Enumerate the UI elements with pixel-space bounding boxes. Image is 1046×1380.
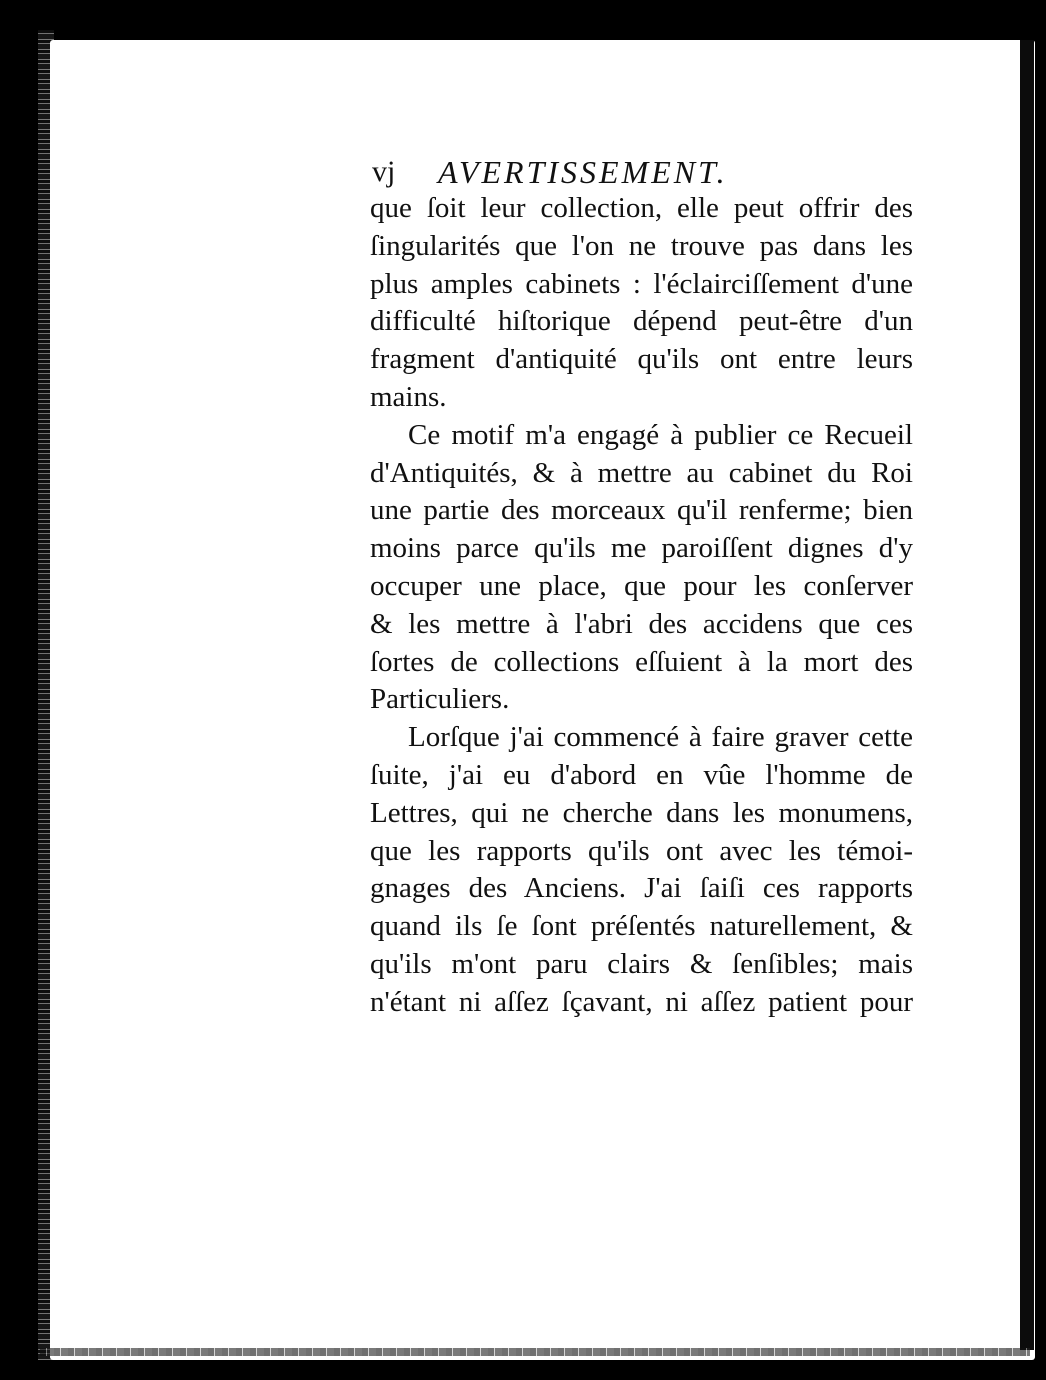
text-line: quand ils ſe ſont préſentés naturellement, & [370,910,913,943]
text-line: plus amples cabinets : l'éclairciſſement d'une [370,267,913,300]
text-line: que les rapports qu'ils ont avec les témoi- [370,834,913,867]
page-edge-bottom [40,1348,1030,1356]
text-line: moins parce qu'ils me paroiſſent dignes d'y [370,532,913,565]
text-line: fragment d'antiquité qu'ils ont entre leurs [370,343,913,376]
paragraph-1 [370,190,913,417]
text-line: d'Antiquités, & à mettre au cabinet du Roi [370,456,913,489]
page-number: vj [372,155,396,188]
text-line: & les mettre à l'abri des accidens que ces [370,607,913,640]
text-line: Lettres, qui ne cherche dans les monumens, [370,796,913,829]
running-head-title: AVERTISSEMENT. [438,154,728,190]
text-line: difficulté hiſtorique dépend peut-être d'un [370,305,913,338]
text-line: qu'ils m'ont paru clairs & ſenſibles; mais [370,947,913,980]
text-line: Particuliers. [370,683,510,716]
text-line: occuper une place, que pour les conſerver [370,569,913,602]
text-line: une partie des morceaux qu'il renferme; bien [370,494,913,527]
text-line: ſortes de collections eſſuient à la mort des [370,645,913,678]
body-text [370,190,913,1022]
paragraph-2 [370,417,913,719]
text-line: mains. [370,380,447,413]
page-edge-right [1020,40,1034,1350]
text-line: ſuite, j'ai eu d'abord en vûe l'homme de [370,758,913,791]
text-line: Lorſque j'ai commencé à faire graver cette [408,721,913,754]
text-line: que ſoit leur collection, elle peut offrir des [370,192,913,224]
text-line: ſingularités que l'on ne trouve pas dans les [370,229,913,262]
paragraph-3 [370,719,913,1021]
text-line: Ce motif m'a engagé à publier ce Recueil [408,418,913,451]
running-head [372,150,892,194]
text-line: n'étant ni aſſez ſçavant, ni aſſez patient pour [370,985,913,1018]
text-line: gnages des Anciens. J'ai ſaiſi ces rapports [370,872,913,905]
